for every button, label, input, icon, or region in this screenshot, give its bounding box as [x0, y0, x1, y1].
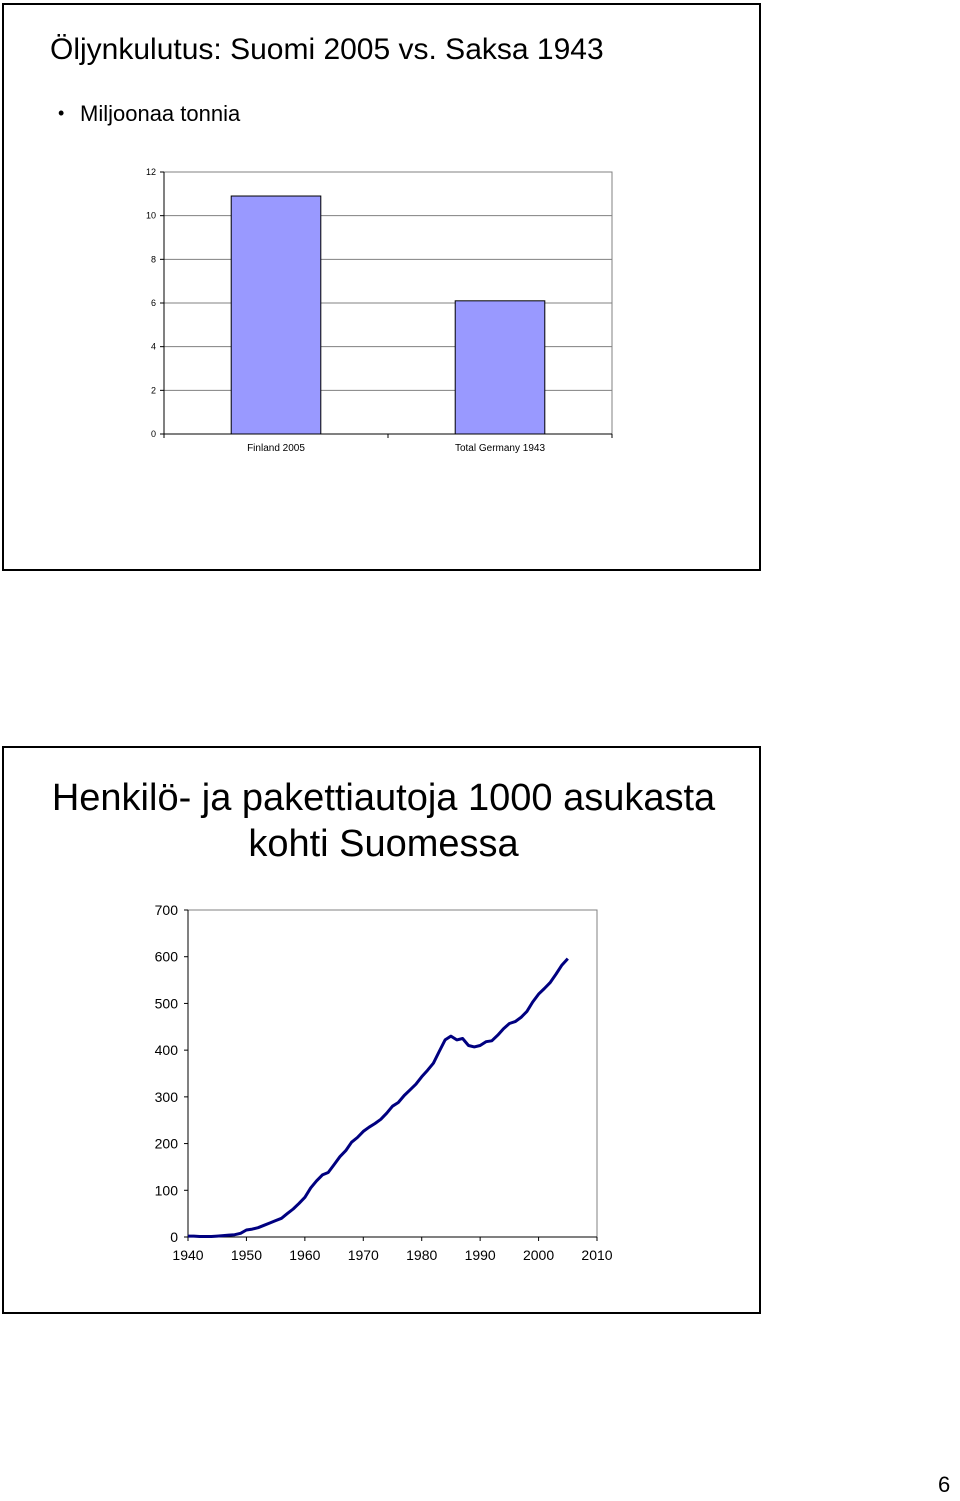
y-tick-label: 8 — [150, 254, 156, 265]
bullet-icon: • — [58, 103, 65, 123]
bar — [231, 196, 321, 434]
x-tick-label: 1990 — [464, 1247, 496, 1263]
y-tick-label: 6 — [150, 298, 156, 308]
page-number: 6 — [938, 1472, 951, 1497]
y-tick-label: 700 — [154, 902, 178, 918]
x-tick-label: 2000 — [522, 1247, 555, 1263]
y-tick-label: 2 — [150, 385, 156, 396]
x-tick-label: 1980 — [406, 1247, 438, 1263]
bar — [455, 301, 545, 434]
y-tick-label: 12 — [145, 167, 156, 177]
bullet-text: Miljoonaa tonnia — [80, 101, 241, 126]
x-tick-label: 1970 — [347, 1247, 379, 1263]
slide-car-density — [2, 746, 761, 1314]
y-tick-label: 400 — [154, 1042, 178, 1059]
y-tick-label: 500 — [154, 995, 178, 1012]
x-tick-label: 1960 — [289, 1247, 321, 1263]
slide-oil-consumption — [2, 3, 761, 571]
y-tick-label: 4 — [150, 341, 156, 352]
x-tick-label: 1950 — [230, 1247, 263, 1263]
line-chart — [4, 748, 759, 1312]
x-tick-label: 2010 — [581, 1247, 613, 1263]
x-tick-label: Total Germany 1943 — [454, 443, 546, 454]
plot-area — [155, 902, 613, 1263]
slide-title-line-2: kohti Suomessa — [248, 823, 519, 865]
bar-chart — [4, 5, 759, 569]
y-tick-label: 10 — [145, 210, 156, 221]
x-tick-label: 1940 — [172, 1247, 204, 1263]
y-tick-label: 0 — [150, 429, 156, 439]
y-tick-label: 100 — [154, 1182, 178, 1199]
y-tick-label: 0 — [170, 1229, 178, 1245]
y-tick-label: 200 — [154, 1135, 178, 1152]
plot-frame — [188, 910, 597, 1237]
slide-title: Öljynkulutus: Suomi 2005 vs. Saksa 1943 — [50, 33, 604, 66]
plot-area — [146, 167, 612, 454]
y-tick-label: 300 — [154, 1088, 178, 1105]
x-tick-label: Finland 2005 — [247, 443, 305, 454]
y-tick-label: 600 — [154, 948, 178, 965]
slide-title-line-1: Henkilö- ja pakettiautoja 1000 asukasta — [51, 777, 716, 819]
